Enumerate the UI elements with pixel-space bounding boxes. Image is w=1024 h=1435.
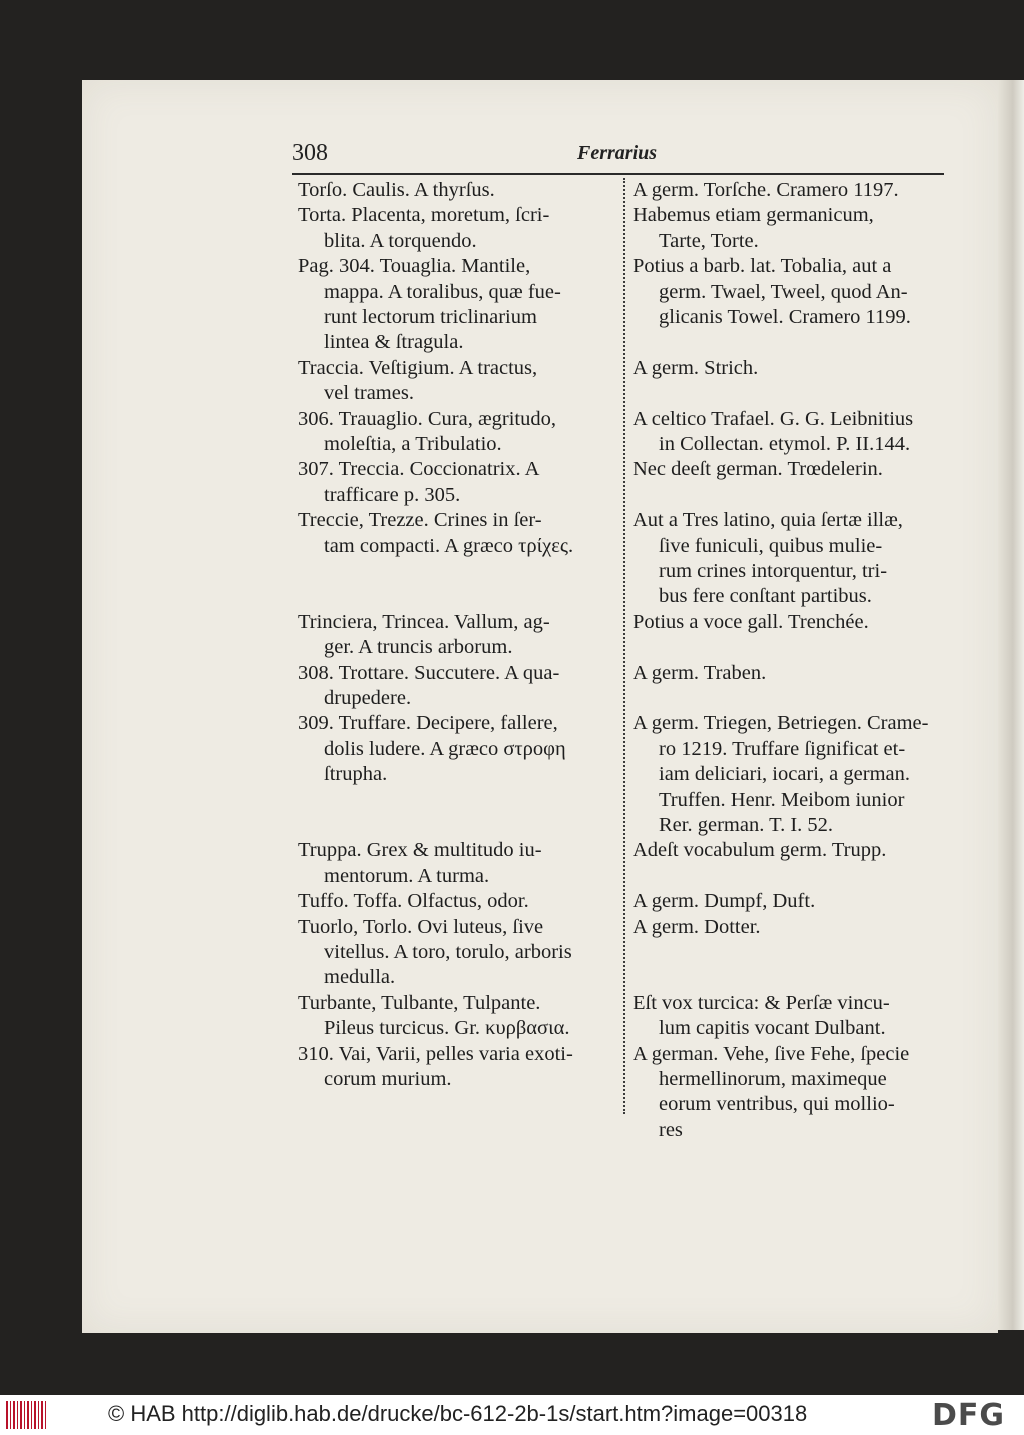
right-entry [633,838,951,863]
left-entry-line: ger. A truncis arborum. [324,636,513,659]
left-entry-line: mentorum. A turma. [324,864,490,887]
running-title: Ferrarius [577,142,658,164]
left-entry-line: Torta. Placenta, moretum, ſcri- [298,204,550,227]
right-entry [633,203,951,254]
left-entry [298,254,622,356]
hab-barcode-icon [6,1401,48,1429]
left-entry-line: trafficare p. 305. [324,483,461,506]
right-entry-line: A germ. Torſche. Cramero 1197. [633,179,899,201]
left-entry-line: Pag. 304. Touaglia. Mantile, [298,255,531,278]
left-entry-line: Torſo. Caulis. A thyrſus. [298,179,495,201]
left-entry-line: 307. Treccia. Coccionatrix. A [298,458,540,481]
left-entry-line: vitellus. A toro, torulo, arboris [324,941,572,963]
column-divider [623,178,625,1114]
right-entry-line: A germ. Strich. [633,356,759,379]
right-entry [633,1042,951,1144]
right-entry-line: A germ. Dumpf, Duft. [633,890,816,913]
left-entry-line: runt lectorum triclinarium [324,306,537,328]
left-entry-line: 309. Truffare. Decipere, fallere, [298,712,558,735]
header-rule [292,173,944,175]
right-entry [633,356,951,381]
left-entry-line: Trinciera, Trincea. Vallum, ag- [298,610,550,633]
right-entry [633,915,951,940]
right-entry-line: Rer. german. T. I. 52. [659,814,834,837]
left-entry-line: Traccia. Veſtigium. A tractus, [298,356,538,379]
left-entry [298,661,622,712]
dfg-logo: DFG [932,1398,1006,1433]
right-entry [633,711,951,838]
right-entry-line: bus fere conſtant partibus. [659,585,872,608]
left-entry [298,356,622,407]
right-entry-line: A celtico Trafael. G. G. Leibnitius [633,407,914,430]
right-entry [633,991,951,1042]
left-entry-line: lintea & ſtragula. [324,331,464,354]
right-entry-line: A germ. Dotter. [633,915,761,938]
left-entry-line: tam compacti. A græco τρίχες. [324,534,574,557]
right-entry [633,610,951,635]
left-entry-line: Truppa. Grex & multitudo iu- [298,839,542,862]
left-entry-line: drupedere. [324,687,412,709]
right-entry-line: hermellinorum, maximeque [659,1068,887,1090]
right-entry-line: eorum ventribus, qui mollio- [659,1093,895,1116]
right-entry-line: Aut a Tres latino, quia ſertæ illæ, [633,509,903,532]
right-entry-line: A germ. Triegen, Betriegen. Crame- [633,712,929,735]
right-entry-line: in Collectan. etymol. P. II.144. [659,433,911,455]
right-entry [633,889,951,914]
right-entry-line: Potius a voce gall. Trenchée. [633,610,869,633]
left-entry-line: moleſtia, a Tribulatio. [324,433,502,455]
right-entry [633,178,951,203]
right-entry-line: Eſt vox turcica: & Perſæ vincu- [633,991,890,1014]
left-entry-line: Treccie, Trezze. Crines in ſer- [298,509,542,532]
right-entry-line: iam deliciari, iocari, a german. [659,763,911,786]
left-entry [298,991,622,1042]
next-page-edge [996,80,1024,1330]
footer-bar [0,1395,1024,1435]
left-entry [298,610,622,661]
page-number: 308 [292,140,328,166]
left-entry [298,915,622,991]
left-entry [298,203,622,254]
right-entry-line: lum capitis vocant Dulbant. [659,1017,886,1040]
right-entry [633,508,951,610]
right-entry [633,254,951,330]
page-header [292,140,942,170]
right-entry-line: Nec deeſt german. Trœdelerin. [633,458,883,481]
left-entry [298,889,622,914]
left-entry-line: ſtrupha. [324,763,388,786]
left-entry [298,508,622,559]
left-entry-line: 310. Vai, Varii, pelles varia exoti- [298,1042,573,1065]
right-entry-line: ro 1219. Truffare ſignificat et- [659,737,906,760]
right-entry-line: rum crines intorquentur, tri- [659,560,888,582]
right-entry-line: ſive funiculi, quibus mulie- [659,534,883,557]
left-entry [298,838,622,889]
left-entry-line: corum murium. [324,1068,452,1090]
left-entry-line: medulla. [324,966,396,989]
right-entry-line: A germ. Traben. [633,661,767,684]
right-entry-line: Adeſt vocabulum germ. Trupp. [633,839,887,862]
left-entry-line: Tuffo. Toffa. Olfactus, odor. [298,890,529,913]
left-entry [298,1042,622,1093]
left-entry [298,407,622,458]
left-entry-line: dolis ludere. A græco στροφη [324,737,566,760]
right-entry-line: Habemus etiam germanicum, [633,204,874,227]
left-entry-line: vel trames. [324,382,414,405]
right-entry-line: Potius a barb. lat. Tobalia, aut a [633,255,892,278]
right-entry-line: res [659,1118,683,1141]
left-entry-line: blita. A torquendo. [324,229,477,252]
left-entry-line: Pileus turcicus. Gr. κυρβασια. [324,1017,570,1040]
left-entry-line: 306. Trauaglio. Cura, ægritudo, [298,407,556,430]
right-entry [633,661,951,686]
right-entry [633,457,951,482]
left-entry-line: mappa. A toralibus, quæ fue- [324,280,561,303]
right-entry-line: germ. Twael, Tweel, quod An- [659,280,908,303]
left-entry [298,711,622,787]
left-entry [298,457,622,508]
right-entry-line: Tarte, Torte. [659,229,759,252]
left-entry-line: Turbante, Tulbante, Tulpante. [298,991,541,1014]
right-entry-line: A german. Vehe, ſive Fehe, ſpecie [633,1042,910,1065]
right-entry [633,407,951,458]
right-entry-line: glicanis Towel. Cramero 1199. [659,306,911,328]
left-entry [298,178,622,203]
footer-link[interactable]: © HAB http://diglib.hab.de/drucke/bc-612-2b-1s/start.htm?image=00318 [108,1401,808,1426]
left-entry-line: 308. Trottare. Succutere. A qua- [298,661,560,684]
right-entry-line: Truffen. Henr. Meibom iunior [659,788,905,811]
left-entry-line: Tuorlo, Torlo. Ovi luteus, ſive [298,915,544,938]
